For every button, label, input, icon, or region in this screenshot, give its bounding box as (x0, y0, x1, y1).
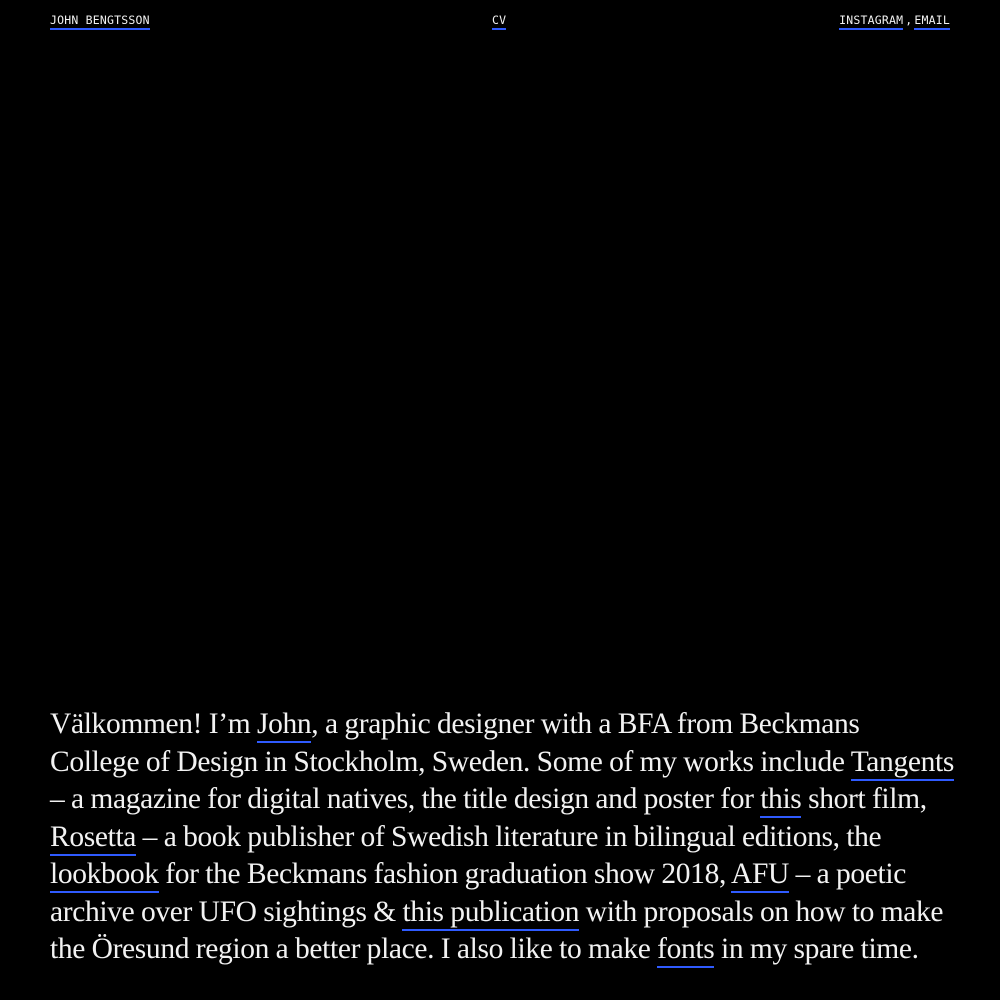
lookbook-link[interactable]: lookbook (50, 858, 159, 893)
bio-text: short film, (801, 783, 927, 815)
bio-text: , a graphic designer with a BFA from Beckmans College of Design in Stockholm, Sweden. Some of my works include (50, 708, 860, 778)
link-separator: , (905, 13, 913, 27)
bio-text: Välkommen! I’m (50, 708, 257, 740)
bio-text: – a poetic archive over UFO sightings & (50, 858, 906, 928)
cv-link[interactable]: CV (492, 13, 506, 30)
bio-text: with proposals on how to make the Öresund region a better place. I also like to make (50, 895, 944, 965)
publication-link[interactable]: this publication (402, 896, 579, 931)
bio-text: – a book publisher of Swedish literature in bilingual editions, the (136, 820, 882, 853)
john-link[interactable]: John (257, 708, 311, 743)
short-film-link[interactable]: this (760, 783, 801, 818)
tangents-link[interactable]: Tangents (851, 746, 954, 781)
email-link[interactable]: EMAIL (914, 13, 950, 30)
home-link[interactable]: JOHN BENGTSSON (50, 13, 150, 30)
top-navigation (50, 13, 950, 33)
afu-link[interactable]: AFU (731, 858, 789, 893)
bio-paragraph (50, 706, 955, 969)
instagram-link[interactable]: INSTAGRAM (839, 13, 903, 30)
fonts-link[interactable]: fonts (657, 933, 714, 968)
bio-text: for the Beckmans fashion graduation show 2018, (158, 858, 732, 890)
rosetta-link[interactable]: Rosetta (50, 821, 136, 856)
bio-text: – a magazine for digital natives, the title design and poster for (50, 783, 761, 815)
contact-links (839, 13, 950, 27)
bio-text: in my spare time. (714, 933, 919, 965)
